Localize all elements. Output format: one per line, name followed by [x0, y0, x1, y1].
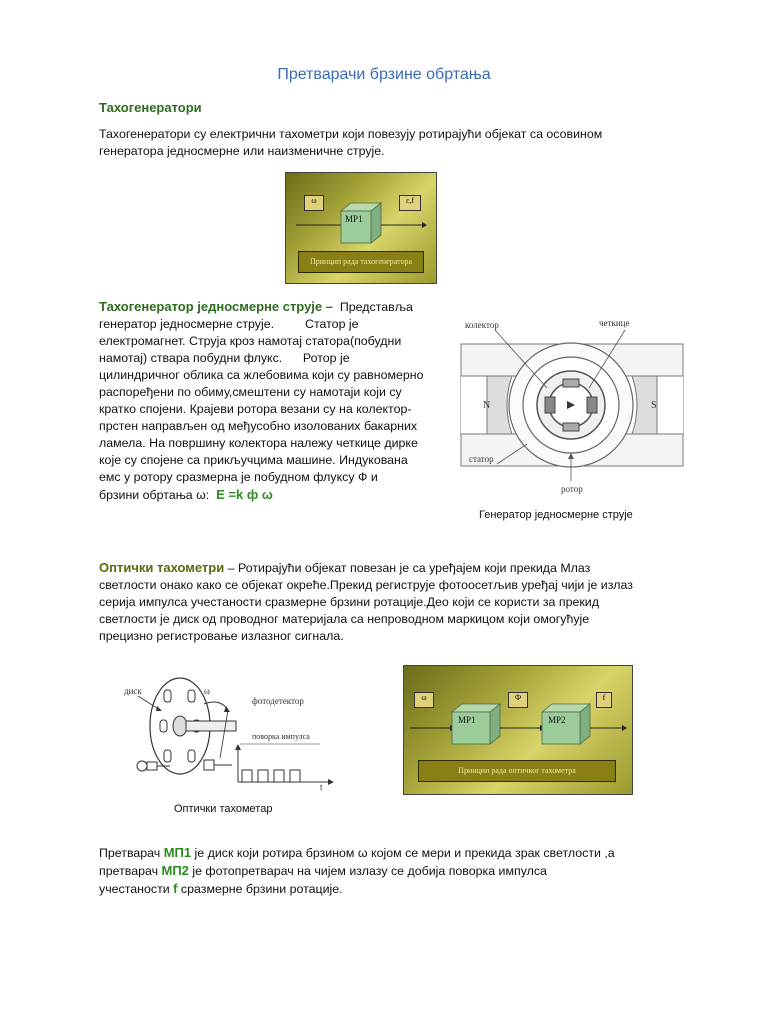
paragraph-converters — [99, 844, 659, 898]
dc-line-2: електромагнет. Струја кроз намотај статора(побудни — [99, 334, 402, 348]
dc-line-5: распоређени по обиму,смештени су намотаји који су — [99, 385, 402, 399]
flux-box: Ф — [508, 692, 528, 708]
emf-formula: E =k ф ω — [216, 487, 273, 502]
paragraph-dc-tachogenerator — [99, 298, 449, 504]
label-disk: диск — [124, 686, 142, 696]
output-ef-box: ε,f — [399, 195, 421, 211]
conv-line1-c: је диск који ротира брзином ω којом се мери и прекида зрак светлости ,а — [191, 846, 615, 860]
page-title: Претварачи брзине обртања — [277, 66, 491, 83]
caption-optical-tachometer: Оптички тахометар — [174, 803, 273, 815]
conv-line3-a: учестаности — [99, 882, 174, 896]
dc-generator-figure — [457, 316, 685, 500]
paragraph-optical-tachometers — [99, 559, 659, 645]
conv-line3-c: сразмерне брзини ротације. — [177, 882, 343, 896]
dc-line-0: Представља — [339, 300, 413, 314]
label-photodetector: фотодетектор — [252, 696, 304, 706]
input-omega-box: ω — [414, 692, 434, 708]
block-mp2-label: MP2 — [548, 715, 566, 725]
label-pulse-train: поворка импулса — [252, 732, 310, 741]
dc-line-6: кратко спојени. Крајеви ротора везани су на колектор- — [99, 402, 412, 416]
output-f-box: f — [596, 692, 612, 708]
caption-dc-generator: Генератор једносмерне струје — [479, 509, 633, 521]
optical-line-2: серија импулса учестаности сразмерне брзини ротације.Део који се користи за прекид — [99, 595, 599, 609]
label-stator: статор — [469, 454, 494, 464]
block-mp1-label: MP1 — [345, 214, 363, 224]
optical-line-4: прецизно регистровање излазног сигнала. — [99, 629, 344, 643]
paragraph-tachogenerators: Тахогенератори су електрични тахометри који повезују ротирајући објекат са осовином генератора једносмерне или наизменичне струје. — [99, 127, 603, 158]
dc-line-1: генератор једносмерне струје. Статор је — [99, 317, 359, 331]
block-mp1-label: MP1 — [458, 715, 476, 725]
dc-line-7: прстен направљен од међусобно изолованих бакарних — [99, 419, 418, 433]
dc-line-9: које су спојене са прикључцима машине. Индукована — [99, 453, 408, 467]
dc-line-11: брзини обртања ω: — [99, 488, 210, 502]
dc-line-8: ламела. На површину колектора належу четкице дирке — [99, 436, 418, 450]
label-brushes: четкице — [599, 318, 630, 328]
conv-line1-a: Претварач — [99, 846, 164, 860]
dc-line-3: намотај) ствара побудни флукс. Ротор је — [99, 351, 350, 365]
dc-line-4: цилиндричног облика са жлебовима који су равномерно — [99, 368, 424, 382]
tachogenerator-principle-banner: Принцип рада тахогенератора — [298, 251, 424, 273]
label-north-pole: N — [483, 400, 491, 411]
heading-tachogenerators: Тахогенератори — [99, 100, 202, 115]
tachogenerator-block-diagram — [285, 172, 437, 284]
optical-line-3: светлости је диск од проводног материјала са непроводном маркицом који омогућује — [99, 612, 590, 626]
input-omega-box: ω — [304, 195, 324, 211]
label-collector: колектор — [465, 320, 499, 330]
mp1-term: МП1 — [163, 845, 192, 860]
conv-line2-c: је фотопретварач на чијем излазу се добија поворка импулса — [188, 864, 547, 878]
optical-tachometer-figure — [120, 662, 338, 794]
heading-dc-tachogenerator: Тахогенератор једносмерне струје – — [99, 299, 333, 314]
label-south-pole: S — [651, 400, 657, 411]
optical-line-1: светлости онако како се објекат окреће.Прекид региструје фотоосетљив уређај чији је излаз — [99, 578, 633, 592]
dc-line-10: емс у ротору сразмерна је побудном флуксу Ф и — [99, 470, 378, 484]
optical-tachometer-drawing — [120, 662, 338, 794]
label-time: t — [320, 782, 323, 792]
mp2-term: МП2 — [161, 863, 189, 878]
optical-line-0: – Ротирајући објекат повезан је са уређајем који прекида Млаз — [224, 561, 591, 575]
frequency-term: f — [173, 881, 178, 896]
label-omega: ω — [204, 686, 210, 696]
label-rotor: ротор — [561, 484, 583, 494]
optical-principle-banner: Принцип рада оптичког тахометра — [418, 760, 616, 782]
conv-line2-a: претварач — [99, 864, 162, 878]
optical-tachometer-block-diagram — [403, 665, 633, 795]
heading-optical-tachometers: Оптички тахометри — [99, 560, 225, 575]
